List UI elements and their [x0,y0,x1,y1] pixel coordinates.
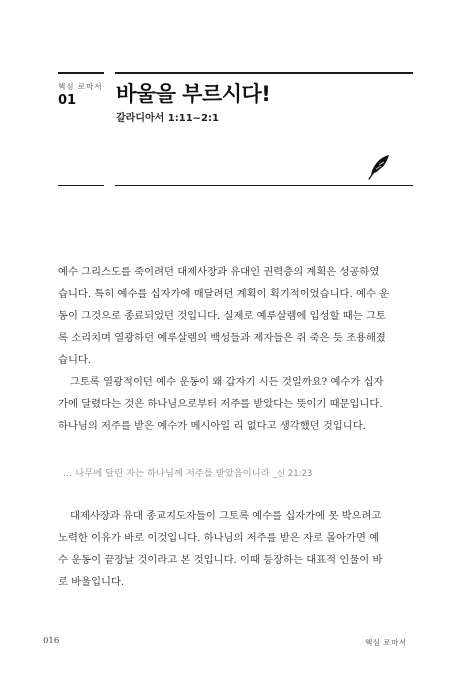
page-number: 016 [43,636,60,646]
series-label: 핵심 로마서 [58,82,103,91]
paragraph-2-line: 가에 달렸다는 것은 하나님으로부터 저주를 받았다는 뜻이기 때문입니다. [58,398,383,410]
paragraph-2-line: 하나님의 저주를 받은 예수가 메시아일 리 없다고 생각했던 것입니다. [58,420,366,432]
chapter-number: 01 [58,93,77,108]
scripture-quote [63,465,312,479]
paragraph-1-line: 습니다. 특히 예수를 십자가에 매달려던 계획이 획기적이었습니다. 예수 운 [58,288,390,300]
paragraph-3-line: 노력한 이유가 바로 이것입니다. 하나님의 저주를 받은 자로 몰아가면 예 [58,532,380,544]
paragraph-1-line: 습니다. [58,354,92,366]
header-bottom-rule-right [115,185,413,186]
header-rule-right [115,72,413,74]
quote-text: … 나무에 달린 자는 하나님께 저주를 받았음이니라 [63,468,270,479]
paragraph-1-line: 동이 그것으로 종료되었던 것입니다. 실제로 예루살렘에 입성할 때는 그토 [58,310,386,322]
chapter-subtitle: 갈라디아서 1:11~2:1 [116,113,219,124]
header-rule-left [58,72,104,74]
running-head: 핵심 로마서 [365,638,407,647]
paragraph-1-line: 록 소리치며 열광하던 예루살렘의 백성들과 제자들은 쥐 죽은 듯 조용해졌 [58,332,386,344]
quill-icon [367,154,391,180]
paragraph-3-line: 로 바울입니다. [58,576,125,588]
header-bottom-rule-left [58,185,104,186]
paragraph-3-line: 수 운동이 끝장날 것이라고 본 것입니다. 이때 등장하는 대표적 인물이 바 [58,554,383,566]
paragraph-3-line: 대제사장과 유대 종교지도자들이 그토록 예수를 십자가에 못 박으려고 [70,510,382,522]
paragraph-2-line: 그토록 열광적이던 예수 운동이 왜 갑자기 시든 것일까요? 예수가 십자 [70,376,384,388]
paragraph-1-line: 예수 그리스도를 죽이려던 대제사장과 유대인 권력층의 계획은 성공하였 [58,266,380,278]
quote-reference: _신 21:23 [272,469,313,479]
chapter-title: 바울을 부르시다! [116,82,271,106]
